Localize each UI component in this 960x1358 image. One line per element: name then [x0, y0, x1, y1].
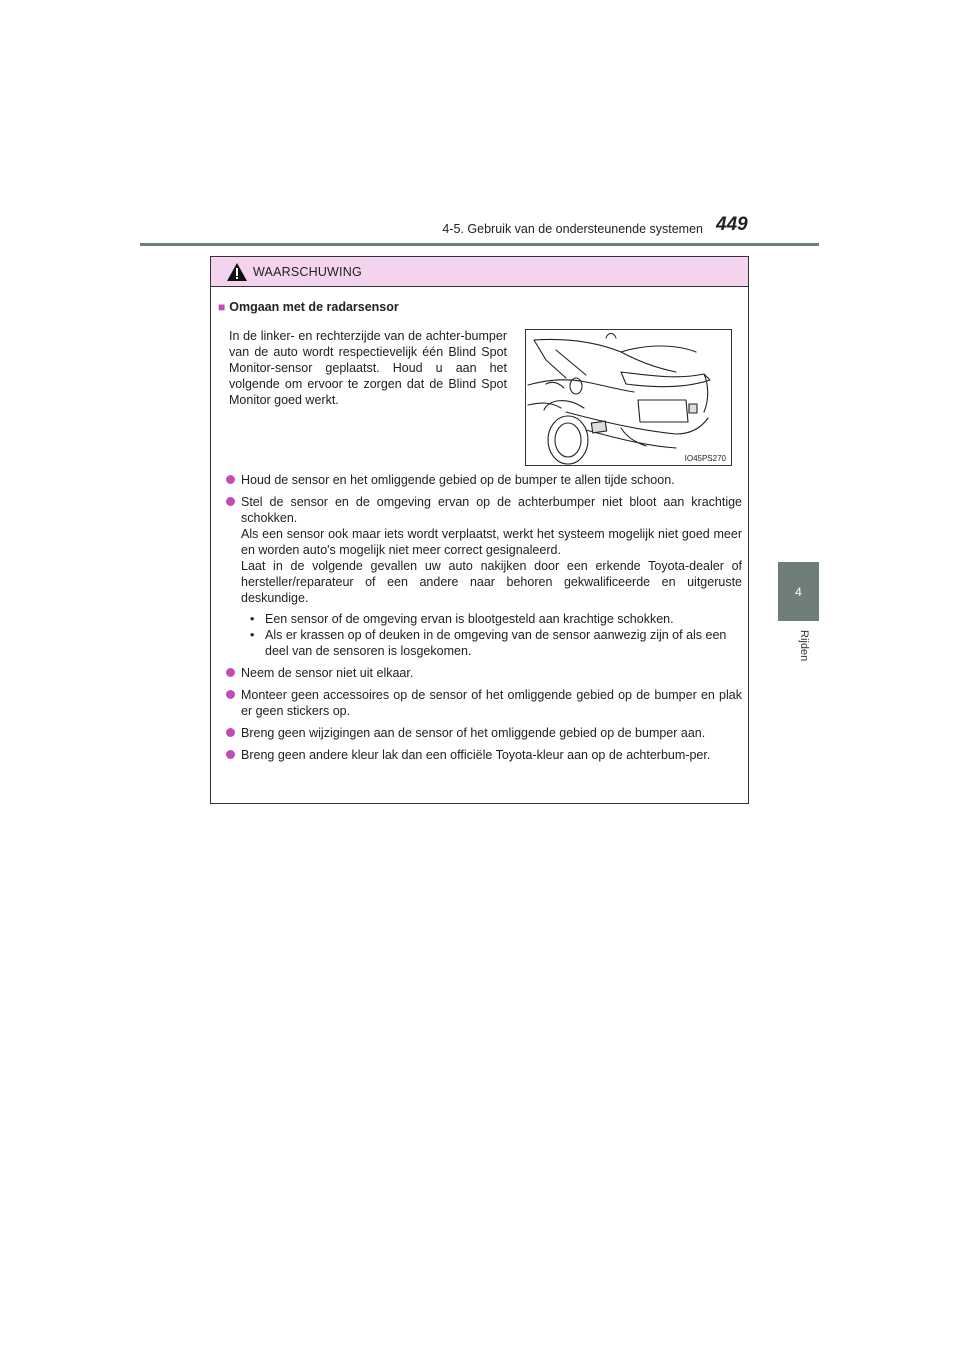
bullet-list — [224, 472, 742, 769]
list-item-text: Breng geen andere kleur lak dan een officiële Toyota-kleur aan op de achterbum-per. — [241, 748, 711, 762]
bullet-dot-icon — [226, 750, 235, 759]
warning-triangle-icon — [226, 262, 248, 282]
sub-list — [241, 611, 742, 659]
intro-paragraph: In de linker- en rechterzijde van de achter-bumper van de auto wordt respectievelijk één Blind Spot Monitor-sensor geplaatst. Houd u aan het volgende om ervoor te zorgen dat de Blind Spot Monitor goed werkt. — [229, 329, 507, 407]
list-item-text: Stel de sensor en de omgeving ervan op de achterbumper niet bloot aan krachtige schokken. — [241, 495, 742, 525]
list-item — [224, 725, 742, 741]
sub-list-item — [241, 611, 742, 627]
list-item — [224, 472, 742, 488]
list-item-detail: Laat in de volgende gevallen uw auto nakijken door een erkende Toyota-dealer of hersteller/reparateur of een andere naar behoren gekwalificeerde en uitgeruste deskundige. — [241, 559, 742, 605]
sub-list-item — [241, 627, 742, 659]
chapter-number: 4 — [795, 584, 802, 599]
sub-bullet-mark: • — [250, 612, 255, 626]
list-item-text: Monteer geen accessoires op de sensor of het omliggende gebied op de bumper en plak er geen stickers op. — [241, 688, 742, 718]
bullet-dot-icon — [226, 690, 235, 699]
sub-list-item-text: Een sensor of de omgeving ervan is blootgesteld aan krachtige schokken. — [265, 612, 674, 626]
list-item-detail: Als een sensor ook maar iets wordt verplaatst, werkt het systeem mogelijk niet goed meer en worden auto's mogelijk niet meer correct gesignaleerd. — [241, 527, 742, 557]
sub-list-item-text: Als er krassen op of deuken in de omgeving van de sensor aanwezig zijn of als een deel van de sensoren is losgekomen. — [265, 628, 727, 658]
bullet-dot-icon — [226, 475, 235, 484]
warning-title: WAARSCHUWING — [253, 265, 362, 279]
list-item — [224, 687, 742, 719]
section-title — [218, 300, 399, 314]
square-bullet-icon: ■ — [218, 300, 226, 314]
car-rear-sensor-icon — [526, 330, 731, 465]
sub-bullet-mark: • — [250, 628, 255, 642]
header-divider — [140, 243, 819, 246]
warning-box — [210, 256, 749, 804]
list-item — [224, 494, 742, 659]
list-item — [224, 747, 742, 763]
warning-header — [211, 257, 748, 287]
chapter-tab — [778, 562, 819, 621]
chapter-label: Rijden — [798, 630, 810, 662]
section-title-text: Omgaan met de radarsensor — [229, 300, 399, 314]
page-number: 449 — [716, 214, 748, 235]
figure-code: IO45PS270 — [684, 454, 726, 463]
list-item-text: Houd de sensor en het omliggende gebied op de bumper te allen tijde schoon. — [241, 473, 675, 487]
list-item-text: Breng geen wijzigingen aan de sensor of het omliggende gebied op de bumper aan. — [241, 726, 706, 740]
bullet-dot-icon — [226, 497, 235, 506]
section-header: 4-5. Gebruik van de ondersteunende systemen — [442, 222, 703, 236]
car-rear-illustration — [525, 329, 732, 466]
bullet-dot-icon — [226, 728, 235, 737]
list-item-text: Neem de sensor niet uit elkaar. — [241, 666, 414, 680]
list-item — [224, 665, 742, 681]
bullet-dot-icon — [226, 668, 235, 677]
